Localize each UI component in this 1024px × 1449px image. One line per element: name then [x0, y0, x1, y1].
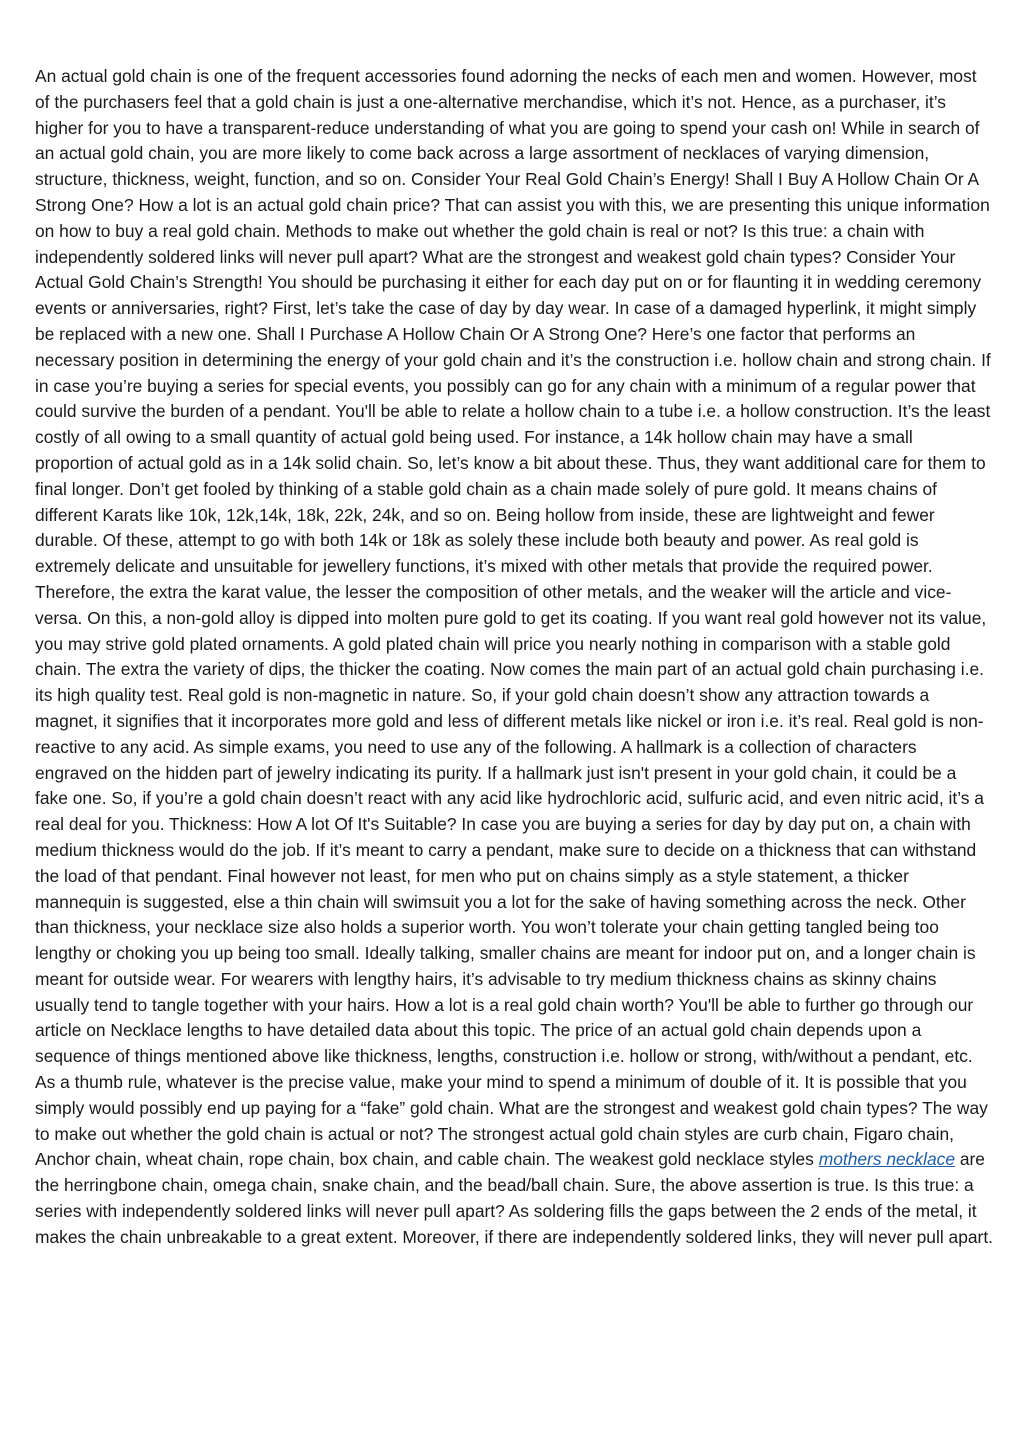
document-page [35, 64, 993, 1251]
mothers-necklace-link[interactable]: mothers necklace [818, 1149, 955, 1170]
article-text-after-link: are the herringbone chain, omega chain, snake chain, and the bead/ball chain. Sure, the above assertion is true. Is this true: a series with independently soldered links will never pull apart? As soldering fills the gaps between the 2 ends of the metal, it makes the chain unbreakable to a great extent. Moreover, if there are independently soldered links, they will never pull apart. [35, 1149, 994, 1247]
article-text-before-link: An actual gold chain is one of the frequent accessories found adorning the necks of each men and women. However, most of the purchasers feel that a gold chain is just a one-alternative merchandise, which it’s not. Hence, as a purchaser, it’s higher for you to have a transparent-reduce understanding of what you are going to spend your cash on! While in search of an actual gold chain, you are more likely to come back across a large assortment of necklaces of varying dimension, structure, thickness, weight, function, and so on. Consider Your Real Gold Chain’s Energy! Shall I Buy A Hollow Chain Or A Strong One? How a lot is an actual gold chain price? That can assist you with this, we are presenting this unique information on how to buy a real gold chain. Methods to make out whether the gold chain is real or not? Is this true: a chain with independently soldered links will never pull apart? What are the strongest and weakest gold chain types? Consider Your Actual Gold Chain’s Strength! You should be purchasing it either for each day put on or for flaunting it in wedding ceremony events or anniversaries, right? First, let’s take the case of day by day wear. In case of a damaged hyperlink, it might simply be replaced with a new one. Shall I Purchase A Hollow Chain Or A Strong One? Here’s one factor that performs an necessary position in determining the energy of your gold chain and it’s the construction i.e. hollow chain and strong chain. If in case you’re buying a series for special events, you possibly can go for any chain with a minimum of a regular power that could survive the burden of a pendant. You'll be able to relate a hollow chain to a tube i.e. a hollow construction. It’s the least costly of all owing to a small quantity of actual gold being used. For instance, a 14k hollow chain may have a small proportion of actual gold as in a 14k solid chain. So, let’s know a bit about these. Thus, they want additional care for them to final longer. Don’t get fooled by thinking of a stable gold chain as a chain made solely of pure gold. It means chains of different Karats like 10k, 12k,14k, 18k, 22k, 24k, and so on. Being hollow from inside, these are lightweight and fewer durable. Of these, attempt to go with both 14k or 18k as solely these include both beauty and power. As real gold is extremely delicate and unsuitable for jewellery functions, it’s mixed with other metals that provide the required power. Therefore, the extra the karat value, the lesser the composition of other metals, and the weaker will the article and vice-versa. On this, a non-gold alloy is dipped into molten pure gold to get its coating. If you want real gold however not its value, you may strive gold plated ornaments. A gold plated chain will price you nearly nothing in comparison with a stable gold chain. The extra the variety of dips, the thicker the coating. Now comes the main part of an actual gold chain purchasing i.e. its high quality test. Real gold is non-magnetic in nature. So, if your gold chain doesn’t show any attraction towards a magnet, it signifies that it incorporates more gold and less of different metals like nickel or iron i.e. it’s real. Real gold is non-reactive to any acid. As simple exams, you need to use any of the following. A hallmark is a collection of characters engraved on the hidden part of jewelry indicating its purity. If a hallmark just isn't present in your gold chain, it could be a fake one. So, if you’re a gold chain doesn’t react with any acid like hydrochloric acid, sulfuric acid, and even nitric acid, it’s a real deal for you. Thickness: How A lot Of It's Suitable? In case you are buying a series for day by day put on, a chain with medium thickness would do the job. If it’s meant to carry a pendant, make sure to decide on a thickness that can withstand the load of that pendant. Final however not least, for men who put on chains simply as a style statement, a thicker mannequin is suggested, else a thin chain will swimsuit you a lot for the sake of having something across the neck. Other than thickness, your necklace size also holds a superior worth. You won’t tolerate your chain getting tangled being too lengthy or choking you up being too small. Ideally talking, smaller chains are meant for indoor put on, and a longer chain is meant for outside wear. For wearers with lengthy hairs, it’s advisable to try medium thickness chains as skinny chains usually tend to tangle together with your hairs. How a lot is a real gold chain worth? You'll be able to further go through our article on Necklace lengths to have detailed data about this topic. The price of an actual gold chain depends upon a sequence of things mentioned above like thickness, lengths, construction i.e. hollow or strong, with/without a pendant, etc. As a thumb rule, whatever is the precise value, make your mind to spend a minimum of double of it. It is possible that you simply would possibly end up paying for a “fake” gold chain. What are the strongest and weakest gold chain types? The way to make out whether the gold chain is actual or not? The strongest actual gold chain styles are curb chain, Figaro chain, Anchor chain, wheat chain, rope chain, box chain, and cable chain. The weakest gold necklace styles [35, 66, 991, 1170]
article-paragraph [35, 64, 993, 1251]
